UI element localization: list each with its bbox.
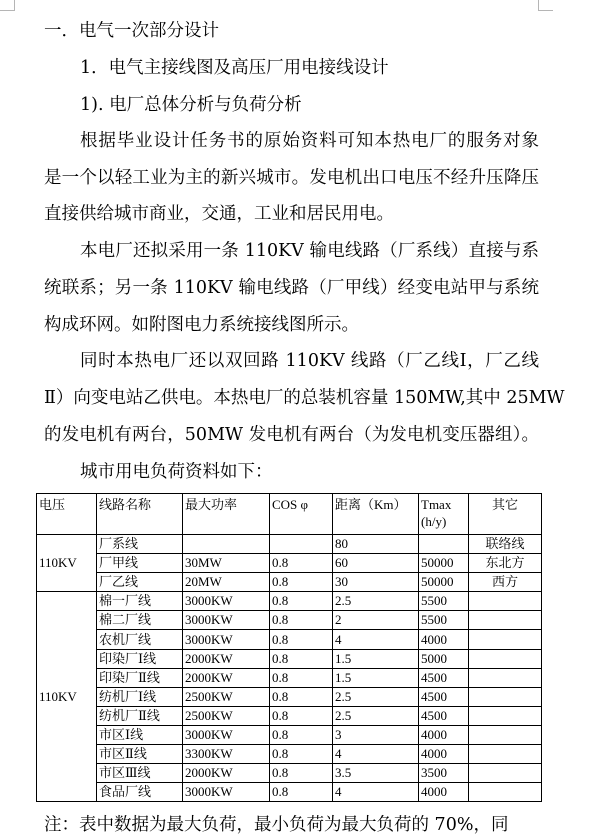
table-cell: 3.5 <box>333 764 419 783</box>
table-row <box>37 573 542 592</box>
table-cell: 市区Ⅱ线 <box>97 745 183 764</box>
table-row <box>37 764 542 783</box>
table-cell: 60 <box>333 554 419 573</box>
table-cell: 2 <box>333 611 419 630</box>
header-cell-voltage: 电压 <box>37 494 97 535</box>
table-cell: 0.8 <box>270 554 333 573</box>
table-cell: 4 <box>333 745 419 764</box>
paragraph-line: 构成环网。如附图电力系统接线图所示。 <box>44 315 359 335</box>
table-row <box>37 649 542 668</box>
table-row <box>37 535 542 554</box>
table-cell <box>469 668 542 687</box>
paragraph-line: 直接供给城市商业，交通，工业和居民用电。 <box>44 204 394 224</box>
table-cell: 2000KW <box>183 649 270 668</box>
table-cell: 0.8 <box>270 668 333 687</box>
table-caption: 城市用电负荷资料如下： <box>80 462 273 482</box>
table-cell: 3000KW <box>183 611 270 630</box>
table-cell: 3000KW <box>183 783 270 802</box>
table-cell: 联络线 <box>469 535 542 554</box>
table-cell: 5500 <box>419 611 469 630</box>
table-cell: 0.8 <box>270 745 333 764</box>
table-cell <box>469 783 542 802</box>
table-cell: 0.8 <box>270 649 333 668</box>
table-cell <box>183 535 270 554</box>
table-cell: 农机厂线 <box>97 630 183 649</box>
paragraph-line: 统联系；另一条 110KV 输电线路（厂甲线）经变电站甲与系统 <box>44 278 539 298</box>
table-cell: 2.5 <box>333 592 419 611</box>
table-cell: 0.8 <box>270 630 333 649</box>
table-cell: 4000 <box>419 783 469 802</box>
header-cell-power-factor: COS φ <box>270 494 333 535</box>
table-cell <box>469 706 542 725</box>
table-cell: 3300KW <box>183 745 270 764</box>
page-corner-mark-right <box>538 0 553 11</box>
table-cell: 4 <box>333 630 419 649</box>
table-cell: 厂甲线 <box>97 554 183 573</box>
paragraph-line: 是一个以轻工业为主的新兴城市。发电机出口电压不经升压降压 <box>44 168 539 188</box>
table-cell <box>469 611 542 630</box>
table-cell: 厂乙线 <box>97 573 183 592</box>
table-row <box>37 687 542 706</box>
table-cell <box>469 745 542 764</box>
table-cell: 4 <box>333 783 419 802</box>
table-cell: 0.8 <box>270 725 333 744</box>
table-row <box>37 630 542 649</box>
table-row <box>37 592 542 611</box>
table-cell <box>469 630 542 649</box>
table-cell: 2500KW <box>183 687 270 706</box>
table-cell: 西方 <box>469 573 542 592</box>
table-row <box>37 706 542 725</box>
table-cell: 纺机厂Ⅱ线 <box>97 706 183 725</box>
table-cell: 2000KW <box>183 764 270 783</box>
table-cell: 市区Ⅰ线 <box>97 725 183 744</box>
table-cell: 3000KW <box>183 630 270 649</box>
table-header-row <box>37 494 542 535</box>
voltage-cell: 110KV <box>37 592 97 802</box>
page-corner-mark-left <box>0 0 15 11</box>
table-cell <box>469 725 542 744</box>
table-cell: 棉一厂线 <box>97 592 183 611</box>
table-cell: 0.8 <box>270 764 333 783</box>
table-cell: 3000KW <box>183 725 270 744</box>
table-cell: 2500KW <box>183 706 270 725</box>
table-row <box>37 745 542 764</box>
table-cell: 3 <box>333 725 419 744</box>
table-cell: 0.8 <box>270 592 333 611</box>
subsection-heading: 1．电气主接线图及高压厂用电接线设计 <box>80 58 389 78</box>
table-cell: 5500 <box>419 592 469 611</box>
table-cell: 30 <box>333 573 419 592</box>
table-cell <box>469 592 542 611</box>
paragraph-line: 根据毕业设计任务书的原始资料可知本热电厂的服务对象 <box>80 131 539 151</box>
header-cell-max-power: 最大功率 <box>183 494 270 535</box>
table-cell: 80 <box>333 535 419 554</box>
table-cell: 东北方 <box>469 554 542 573</box>
header-cell-other: 其它 <box>469 494 542 535</box>
header-cell-distance: 距离（Km） <box>333 494 419 535</box>
table-cell: 2.5 <box>333 687 419 706</box>
table-cell: 0.8 <box>270 783 333 802</box>
paragraph-line: 本电厂还拟采用一条 110KV 输电线路（厂系线）直接与系 <box>80 241 539 261</box>
table-cell: 食品厂线 <box>97 783 183 802</box>
header-cell-tmax: Tmax (h/y) <box>419 494 469 535</box>
table-cell: 20MW <box>183 573 270 592</box>
section-heading: 一．电气一次部分设计 <box>44 21 219 41</box>
table-row <box>37 611 542 630</box>
table-cell: 50000 <box>419 554 469 573</box>
paragraph-line: 同时本热电厂还以双回路 110KV 线路（厂乙线Ⅰ，厂乙线 <box>80 351 539 371</box>
table-cell: 50000 <box>419 573 469 592</box>
table-cell: 3500 <box>419 764 469 783</box>
table-cell: 棉二厂线 <box>97 611 183 630</box>
header-cell-line-name: 线路名称 <box>97 494 183 535</box>
table-cell: 市区Ⅲ线 <box>97 764 183 783</box>
table-cell: 0.8 <box>270 687 333 706</box>
sub-subsection-heading: 1). 电厂总体分析与负荷分析 <box>80 95 302 115</box>
table-cell: 纺机厂Ⅰ线 <box>97 687 183 706</box>
table-cell: 印染厂Ⅰ线 <box>97 649 183 668</box>
table-note: 注：表中数据为最大负荷，最小负荷为最大负荷的 70%，同 <box>44 815 509 835</box>
table-cell: 4000 <box>419 745 469 764</box>
table-cell: 1.5 <box>333 649 419 668</box>
table-cell: 3000KW <box>183 592 270 611</box>
table-cell: 1.5 <box>333 668 419 687</box>
table-cell: 印染厂Ⅱ线 <box>97 668 183 687</box>
table-cell <box>469 649 542 668</box>
paragraph-line: Ⅱ）向变电站乙供电。本热电厂的总装机容量 150MW,其中 25MW <box>44 388 565 408</box>
table-row <box>37 668 542 687</box>
table-cell: 厂系线 <box>97 535 183 554</box>
table-cell: 4500 <box>419 706 469 725</box>
table-row <box>37 554 542 573</box>
table-cell: 5000 <box>419 649 469 668</box>
table-cell <box>419 535 469 554</box>
table-cell: 4500 <box>419 687 469 706</box>
table-row <box>37 725 542 744</box>
table-row <box>37 783 542 802</box>
table-cell: 2000KW <box>183 668 270 687</box>
table-cell: 4500 <box>419 668 469 687</box>
table-cell <box>270 535 333 554</box>
table-cell: 0.8 <box>270 706 333 725</box>
load-data-table <box>36 493 542 802</box>
table-cell: 30MW <box>183 554 270 573</box>
table-cell: 0.8 <box>270 573 333 592</box>
voltage-cell: 110KV <box>37 535 97 592</box>
table-cell <box>469 687 542 706</box>
table-cell: 4000 <box>419 725 469 744</box>
table-cell: 0.8 <box>270 611 333 630</box>
table-cell: 4000 <box>419 630 469 649</box>
table-cell <box>469 764 542 783</box>
paragraph-line: 的发电机有两台，50MW 发电机有两台（为发电机变压器组）。 <box>44 425 539 445</box>
table-cell: 2.5 <box>333 706 419 725</box>
